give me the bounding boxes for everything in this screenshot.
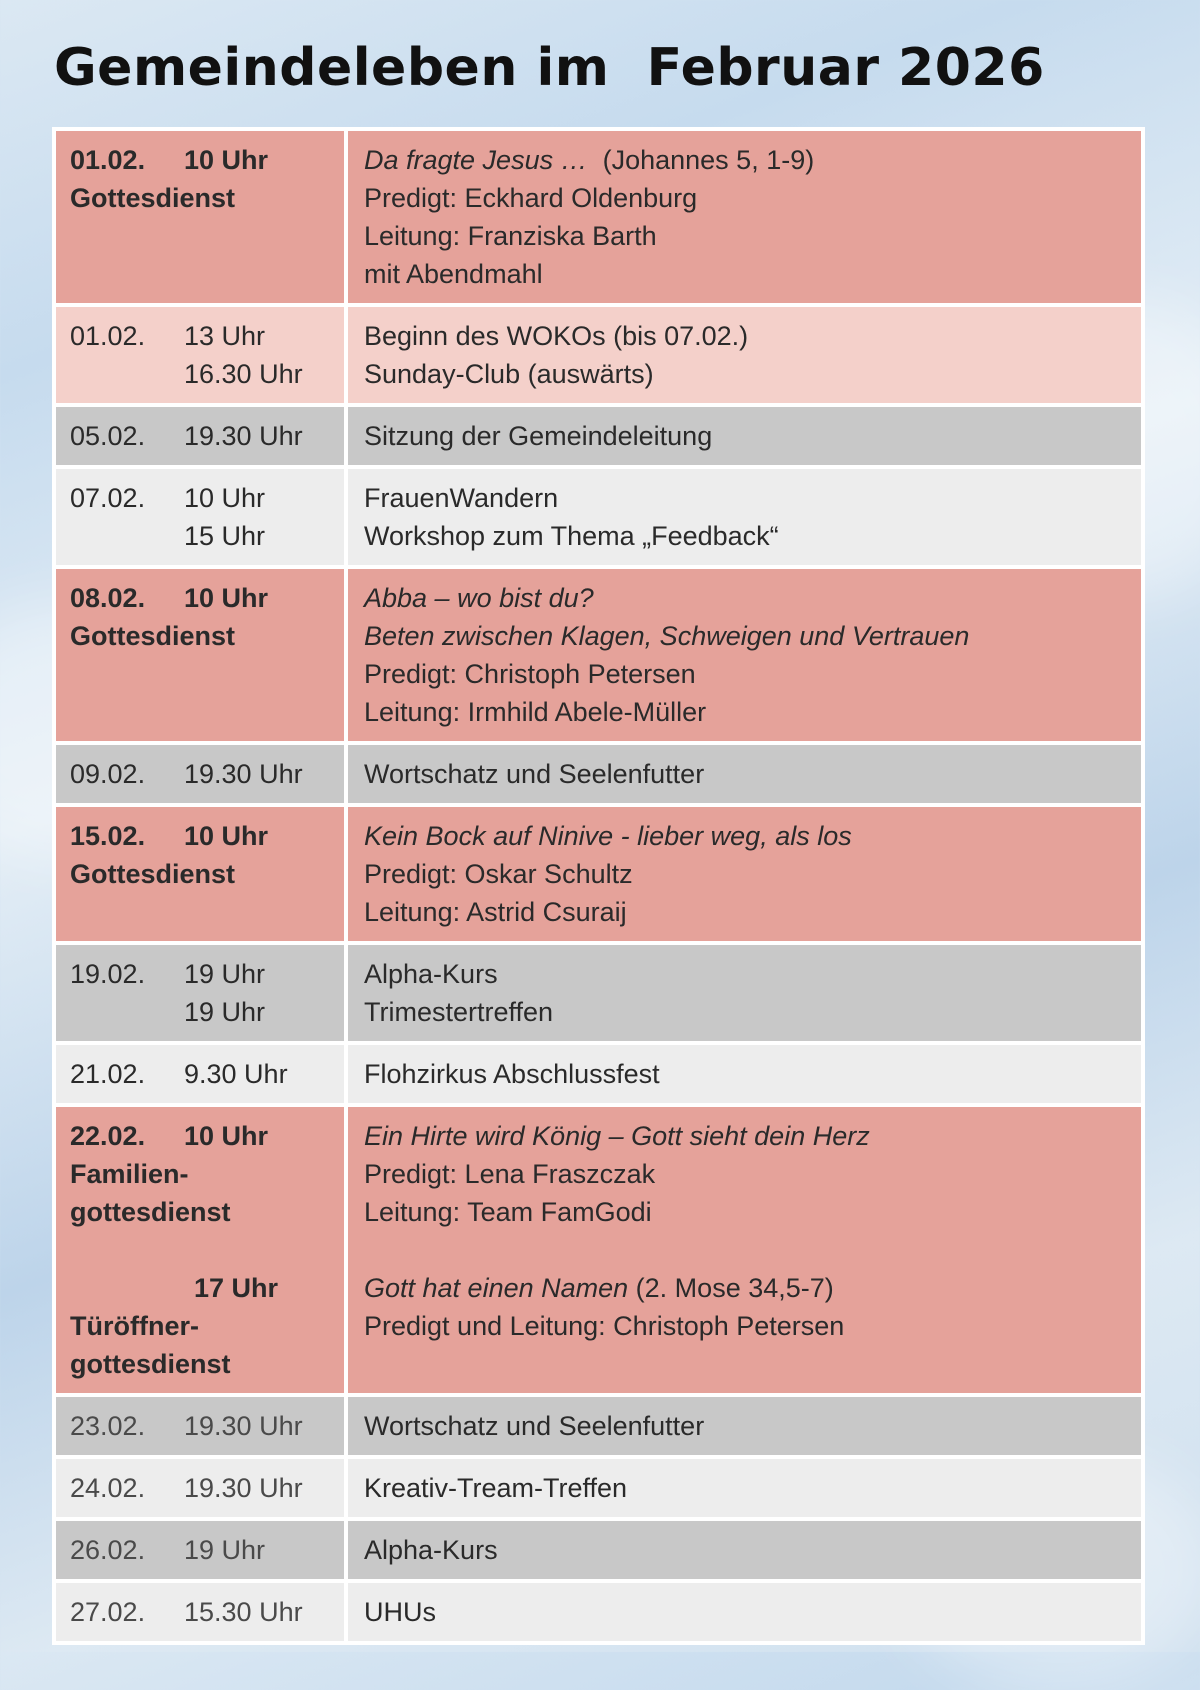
event-date: 15.02. — [70, 821, 146, 851]
date-cell — [52, 745, 348, 803]
event-date: 01.02. — [70, 145, 146, 175]
details-cell — [348, 1459, 1145, 1517]
date-cell — [52, 1107, 348, 1393]
event-type: Gottesdienst — [70, 183, 236, 213]
preacher: Predigt und Leitung: Christoph Petersen — [364, 1311, 845, 1341]
event-title: Trimestertreffen — [364, 997, 554, 1027]
event-title: UHUs — [364, 1597, 436, 1627]
event-type: gottesdienst — [70, 1197, 231, 1227]
event-title: Beginn des WOKOs (bis 07.02.) — [364, 321, 749, 351]
table-row — [52, 945, 1145, 1045]
table-row — [52, 807, 1145, 945]
leader: Leitung: Irmhild Abele-Müller — [364, 697, 707, 727]
event-date: 26.02. — [70, 1535, 146, 1565]
details-cell — [348, 407, 1145, 465]
event-title: Alpha-Kurs — [364, 1535, 498, 1565]
leader: Leitung: Franziska Barth — [364, 221, 657, 251]
sermon-title: Abba – wo bist du? — [364, 583, 594, 613]
sermon-title: Da fragte Jesus … — [364, 145, 588, 175]
event-time: 19.30 Uhr — [184, 1473, 303, 1503]
sermon-title: Gott hat einen Namen — [364, 1273, 629, 1303]
event-date: 21.02. — [70, 1059, 146, 1089]
event-title: Kreativ-Tream-Treffen — [364, 1473, 628, 1503]
event-type: gottesdienst — [70, 1349, 231, 1379]
event-time: 10 Uhr — [184, 483, 266, 513]
date-cell — [52, 407, 348, 465]
event-table — [52, 127, 1145, 1645]
details-cell — [348, 1583, 1145, 1641]
event-title: Workshop zum Thema „Feedback“ — [364, 521, 779, 551]
preacher: Predigt: Eckhard Oldenburg — [364, 183, 698, 213]
note: mit Abendmahl — [364, 259, 543, 289]
event-date: 08.02. — [70, 583, 146, 613]
event-time: 10 Uhr — [184, 1121, 269, 1151]
table-row — [52, 1583, 1145, 1645]
event-time: 10 Uhr — [184, 145, 269, 175]
event-time: 10 Uhr — [184, 583, 269, 613]
preacher: Predigt: Christoph Petersen — [364, 659, 696, 689]
event-date: 22.02. — [70, 1121, 146, 1151]
event-time: 19.30 Uhr — [184, 1411, 303, 1441]
event-time: 9.30 Uhr — [184, 1059, 288, 1089]
table-row — [52, 1397, 1145, 1459]
event-title: Wortschatz und Seelenfutter — [364, 759, 705, 789]
event-title: Wortschatz und Seelenfutter — [364, 1411, 705, 1441]
date-cell — [52, 1521, 348, 1579]
event-type: Gottesdienst — [70, 859, 236, 889]
event-time: 17 Uhr — [194, 1273, 279, 1303]
event-time: 15 Uhr — [184, 521, 266, 551]
leader: Leitung: Astrid Csuraij — [364, 897, 627, 927]
details-cell — [348, 131, 1145, 303]
details-cell — [348, 569, 1145, 741]
table-row — [52, 745, 1145, 807]
sermon-title: Ein Hirte wird König – Gott sieht dein Herz — [364, 1121, 870, 1151]
date-cell — [52, 807, 348, 941]
leader: Leitung: Team FamGodi — [364, 1197, 652, 1227]
table-row — [52, 1107, 1145, 1397]
event-date: 05.02. — [70, 421, 146, 451]
event-type: Türöffner- — [70, 1311, 199, 1341]
event-type: Familien- — [70, 1159, 189, 1189]
date-cell — [52, 131, 348, 303]
event-date: 24.02. — [70, 1473, 146, 1503]
bible-ref: (Johannes 5, 1-9) — [587, 145, 815, 175]
date-cell — [52, 1397, 348, 1455]
event-time: 19 Uhr — [184, 997, 266, 1027]
event-time: 19.30 Uhr — [184, 759, 303, 789]
event-title: Flohzirkus Abschlussfest — [364, 1059, 660, 1089]
event-time: 10 Uhr — [184, 821, 269, 851]
preacher: Predigt: Oskar Schultz — [364, 859, 633, 889]
event-title: Sunday-Club (auswärts) — [364, 359, 654, 389]
details-cell — [348, 1045, 1145, 1103]
event-date: 09.02. — [70, 759, 146, 789]
sermon-subtitle: Beten zwischen Klagen, Schweigen und Vertrauen — [364, 621, 970, 651]
table-row — [52, 307, 1145, 407]
bible-ref: (2. Mose 34,5-7) — [628, 1273, 834, 1303]
event-time: 16.30 Uhr — [184, 359, 303, 389]
event-date: 19.02. — [70, 959, 146, 989]
table-row — [52, 1045, 1145, 1107]
details-cell — [348, 1397, 1145, 1455]
date-cell — [52, 1583, 348, 1641]
date-cell — [52, 569, 348, 741]
event-time: 19.30 Uhr — [184, 421, 303, 451]
table-row — [52, 1521, 1145, 1583]
date-cell — [52, 469, 348, 565]
table-row — [52, 407, 1145, 469]
details-cell — [348, 807, 1145, 941]
details-cell — [348, 1521, 1145, 1579]
sermon-title: Kein Bock auf Ninive - lieber weg, als los — [364, 821, 852, 851]
details-cell — [348, 945, 1145, 1041]
details-cell — [348, 1107, 1145, 1393]
preacher: Predigt: Lena Fraszczak — [364, 1159, 656, 1189]
details-cell — [348, 745, 1145, 803]
event-time: 15.30 Uhr — [184, 1597, 303, 1627]
event-time: 19 Uhr — [184, 959, 266, 989]
date-cell — [52, 1459, 348, 1517]
table-row — [52, 569, 1145, 745]
page-title: Gemeindeleben im Februar 2026 — [54, 38, 1045, 98]
event-time: 19 Uhr — [184, 1535, 266, 1565]
event-date: 27.02. — [70, 1597, 146, 1627]
event-type: Gottesdienst — [70, 621, 236, 651]
details-cell — [348, 307, 1145, 403]
details-cell — [348, 469, 1145, 565]
table-row — [52, 469, 1145, 569]
event-date: 07.02. — [70, 483, 146, 513]
event-time: 13 Uhr — [184, 321, 266, 351]
event-title: FrauenWandern — [364, 483, 559, 513]
date-cell — [52, 1045, 348, 1103]
table-row — [52, 1459, 1145, 1521]
date-cell — [52, 307, 348, 403]
table-row — [52, 127, 1145, 307]
event-date: 23.02. — [70, 1411, 146, 1441]
event-title: Sitzung der Gemeindeleitung — [364, 421, 713, 451]
event-title: Alpha-Kurs — [364, 959, 498, 989]
event-date: 01.02. — [70, 321, 146, 351]
date-cell — [52, 945, 348, 1041]
